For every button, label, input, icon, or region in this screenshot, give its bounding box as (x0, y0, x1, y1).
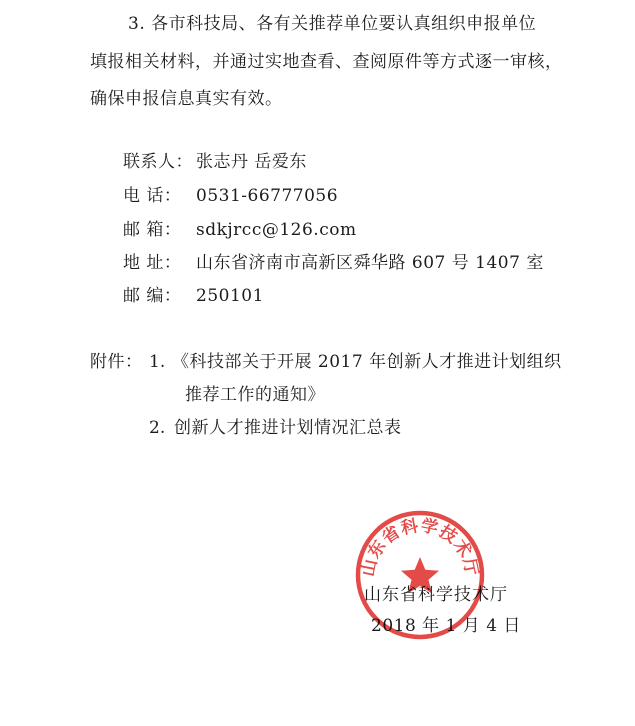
postcode-label: 邮 编： (123, 286, 182, 306)
attachments-label: 附件： (90, 352, 143, 372)
email-value: sdkjrcc@126.com (196, 220, 357, 240)
contact-person-label: 联系人： (123, 152, 193, 172)
address-label: 地 址： (123, 253, 182, 273)
address-value: 山东省济南市高新区舜华路 607 号 1407 室 (196, 253, 544, 273)
phone-label: 电 话： (123, 186, 182, 206)
seal-arc-text: 山东省科学技术厅 (358, 515, 482, 579)
attachment-2-title: 创新人才推进计划情况汇总表 (174, 418, 402, 438)
body-paragraph-line-1: 3. 各市科技局、各有关推荐单位要认真组织申报单位 (128, 14, 537, 34)
official-seal (350, 505, 490, 645)
seal-star-icon (401, 557, 439, 593)
attachment-1-number: 1. (149, 352, 166, 372)
body-paragraph-line-2: 填报相关材料，并通过实地查看、查阅原件等方式逐一审核， (90, 52, 563, 72)
body-paragraph-line-3: 确保申报信息真实有效。 (90, 89, 283, 109)
attachment-1-title-line-2: 推荐工作的通知》 (185, 385, 325, 405)
phone-value: 0531-66777056 (196, 186, 339, 206)
postcode-value: 250101 (196, 286, 264, 306)
issue-date: 2018 年 1 月 4 日 (371, 616, 521, 636)
issuer-name: 山东省科学技术厅 (364, 585, 508, 605)
attachment-2-number: 2. (149, 418, 166, 438)
email-label: 邮 箱： (123, 220, 182, 240)
attachment-1-title-line-1: 《科技部关于开展 2017 年创新人才推进计划组织 (172, 352, 562, 372)
contact-person-value: 张志丹 岳爱东 (196, 152, 307, 172)
